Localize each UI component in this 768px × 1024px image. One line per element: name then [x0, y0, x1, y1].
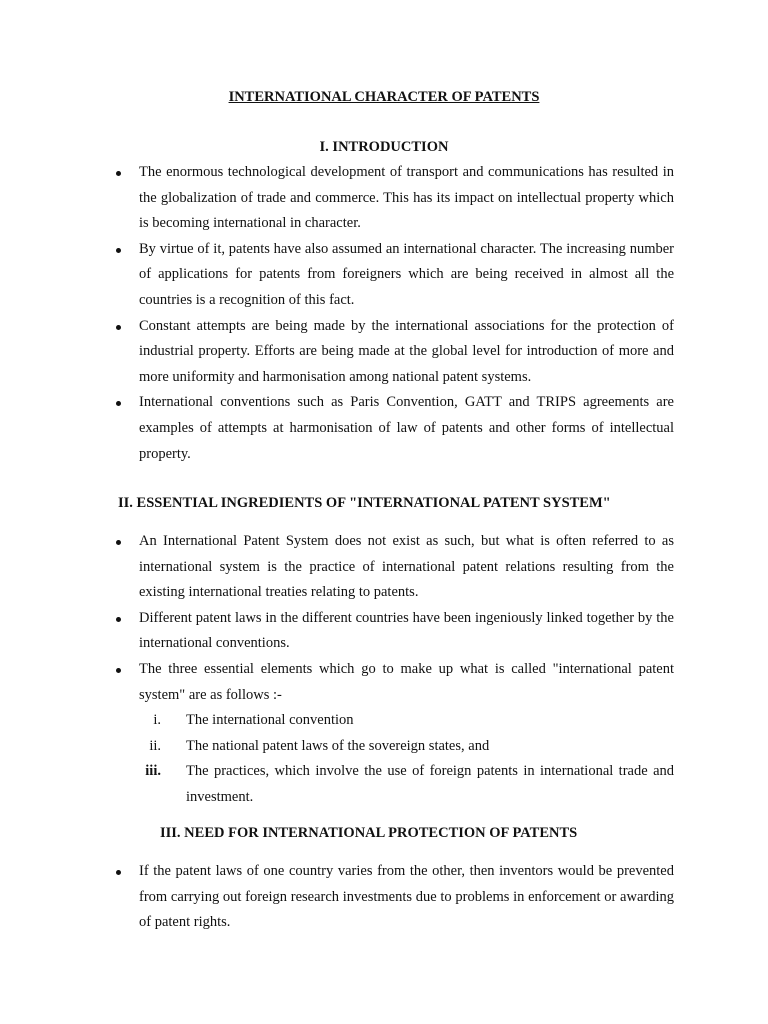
- sublist-item: [139, 734, 674, 760]
- bullet-icon: [116, 171, 121, 176]
- sublist-item: [139, 708, 674, 734]
- sublist-item-text: The international convention: [186, 712, 354, 729]
- list-item-text: If the patent laws of one country varies from the other, then inventors would be prevented from carrying out foreign research investments due to problems in enforcement or awarding of patent rights.: [139, 863, 674, 931]
- bullet-icon: [116, 617, 121, 622]
- bullet-icon: [116, 401, 121, 406]
- bullet-icon: [116, 540, 121, 545]
- introduction-list: [114, 160, 674, 467]
- sublist-item-text: The practices, which involve the use of foreign patents in international trade and investment.: [186, 763, 674, 805]
- essential-ingredients-list: [114, 529, 674, 811]
- list-item-text: The three essential elements which go to make up what is called "international patent system" are as follows :-: [139, 660, 674, 703]
- elements-sublist: [139, 708, 674, 810]
- sublist-number: ii.: [149, 737, 161, 754]
- sublist-number: i.: [153, 712, 161, 729]
- list-item: [114, 237, 674, 314]
- list-item-text: The enormous technological development of transport and communications has resulted in the globalization of trade and commerce. This has its impact on intellectual property which is becoming international in character.: [139, 164, 674, 232]
- section-heading-introduction: I. INTRODUCTION: [319, 139, 449, 155]
- bullet-icon: [116, 668, 121, 673]
- need-for-protection-list: [114, 859, 674, 936]
- list-item: [114, 859, 674, 936]
- list-item-text: Constant attempts are being made by the international associations for the protection of industrial property. Efforts are being made at the global level for introduction of more and more uniformity and harmonisation among national patent systems.: [139, 317, 674, 385]
- list-item: [114, 314, 674, 391]
- bullet-icon: [116, 325, 121, 330]
- list-item-text: An International Patent System does not exist as such, but what is often referred to as international system is the practice of international patent relations resulting from the existing international treaties relating to patents.: [139, 533, 674, 601]
- sublist-item-text: The national patent laws of the sovereign states, and: [186, 737, 490, 754]
- list-item-text: By virtue of it, patents have also assumed an international character. The increasing number of applications for patents from foreigners which are being received in almost all the countries is a recognition of this fact.: [139, 240, 674, 308]
- section-heading-need-for-protection: III. NEED FOR INTERNATIONAL PROTECTION OF PATENTS: [160, 825, 578, 841]
- list-item-text: International conventions such as Paris Convention, GATT and TRIPS agreements are examples of attempts at harmonisation of law of patents and other forms of intellectual property.: [139, 394, 674, 462]
- list-item-text: Different patent laws in the different countries have been ingeniously linked together by the international conventions.: [139, 609, 674, 652]
- list-item: [114, 160, 674, 237]
- list-item: [114, 529, 674, 606]
- document-title: INTERNATIONAL CHARACTER OF PATENTS: [228, 89, 540, 105]
- sublist-item: [139, 759, 674, 810]
- section-heading-essential-ingredients: II. ESSENTIAL INGREDIENTS OF "INTERNATIONAL PATENT SYSTEM": [118, 495, 611, 511]
- sublist-number: iii.: [145, 763, 161, 780]
- bullet-icon: [116, 870, 121, 875]
- bullet-icon: [116, 248, 121, 253]
- list-item: [114, 390, 674, 467]
- list-item: [114, 606, 674, 657]
- list-item: [114, 657, 674, 811]
